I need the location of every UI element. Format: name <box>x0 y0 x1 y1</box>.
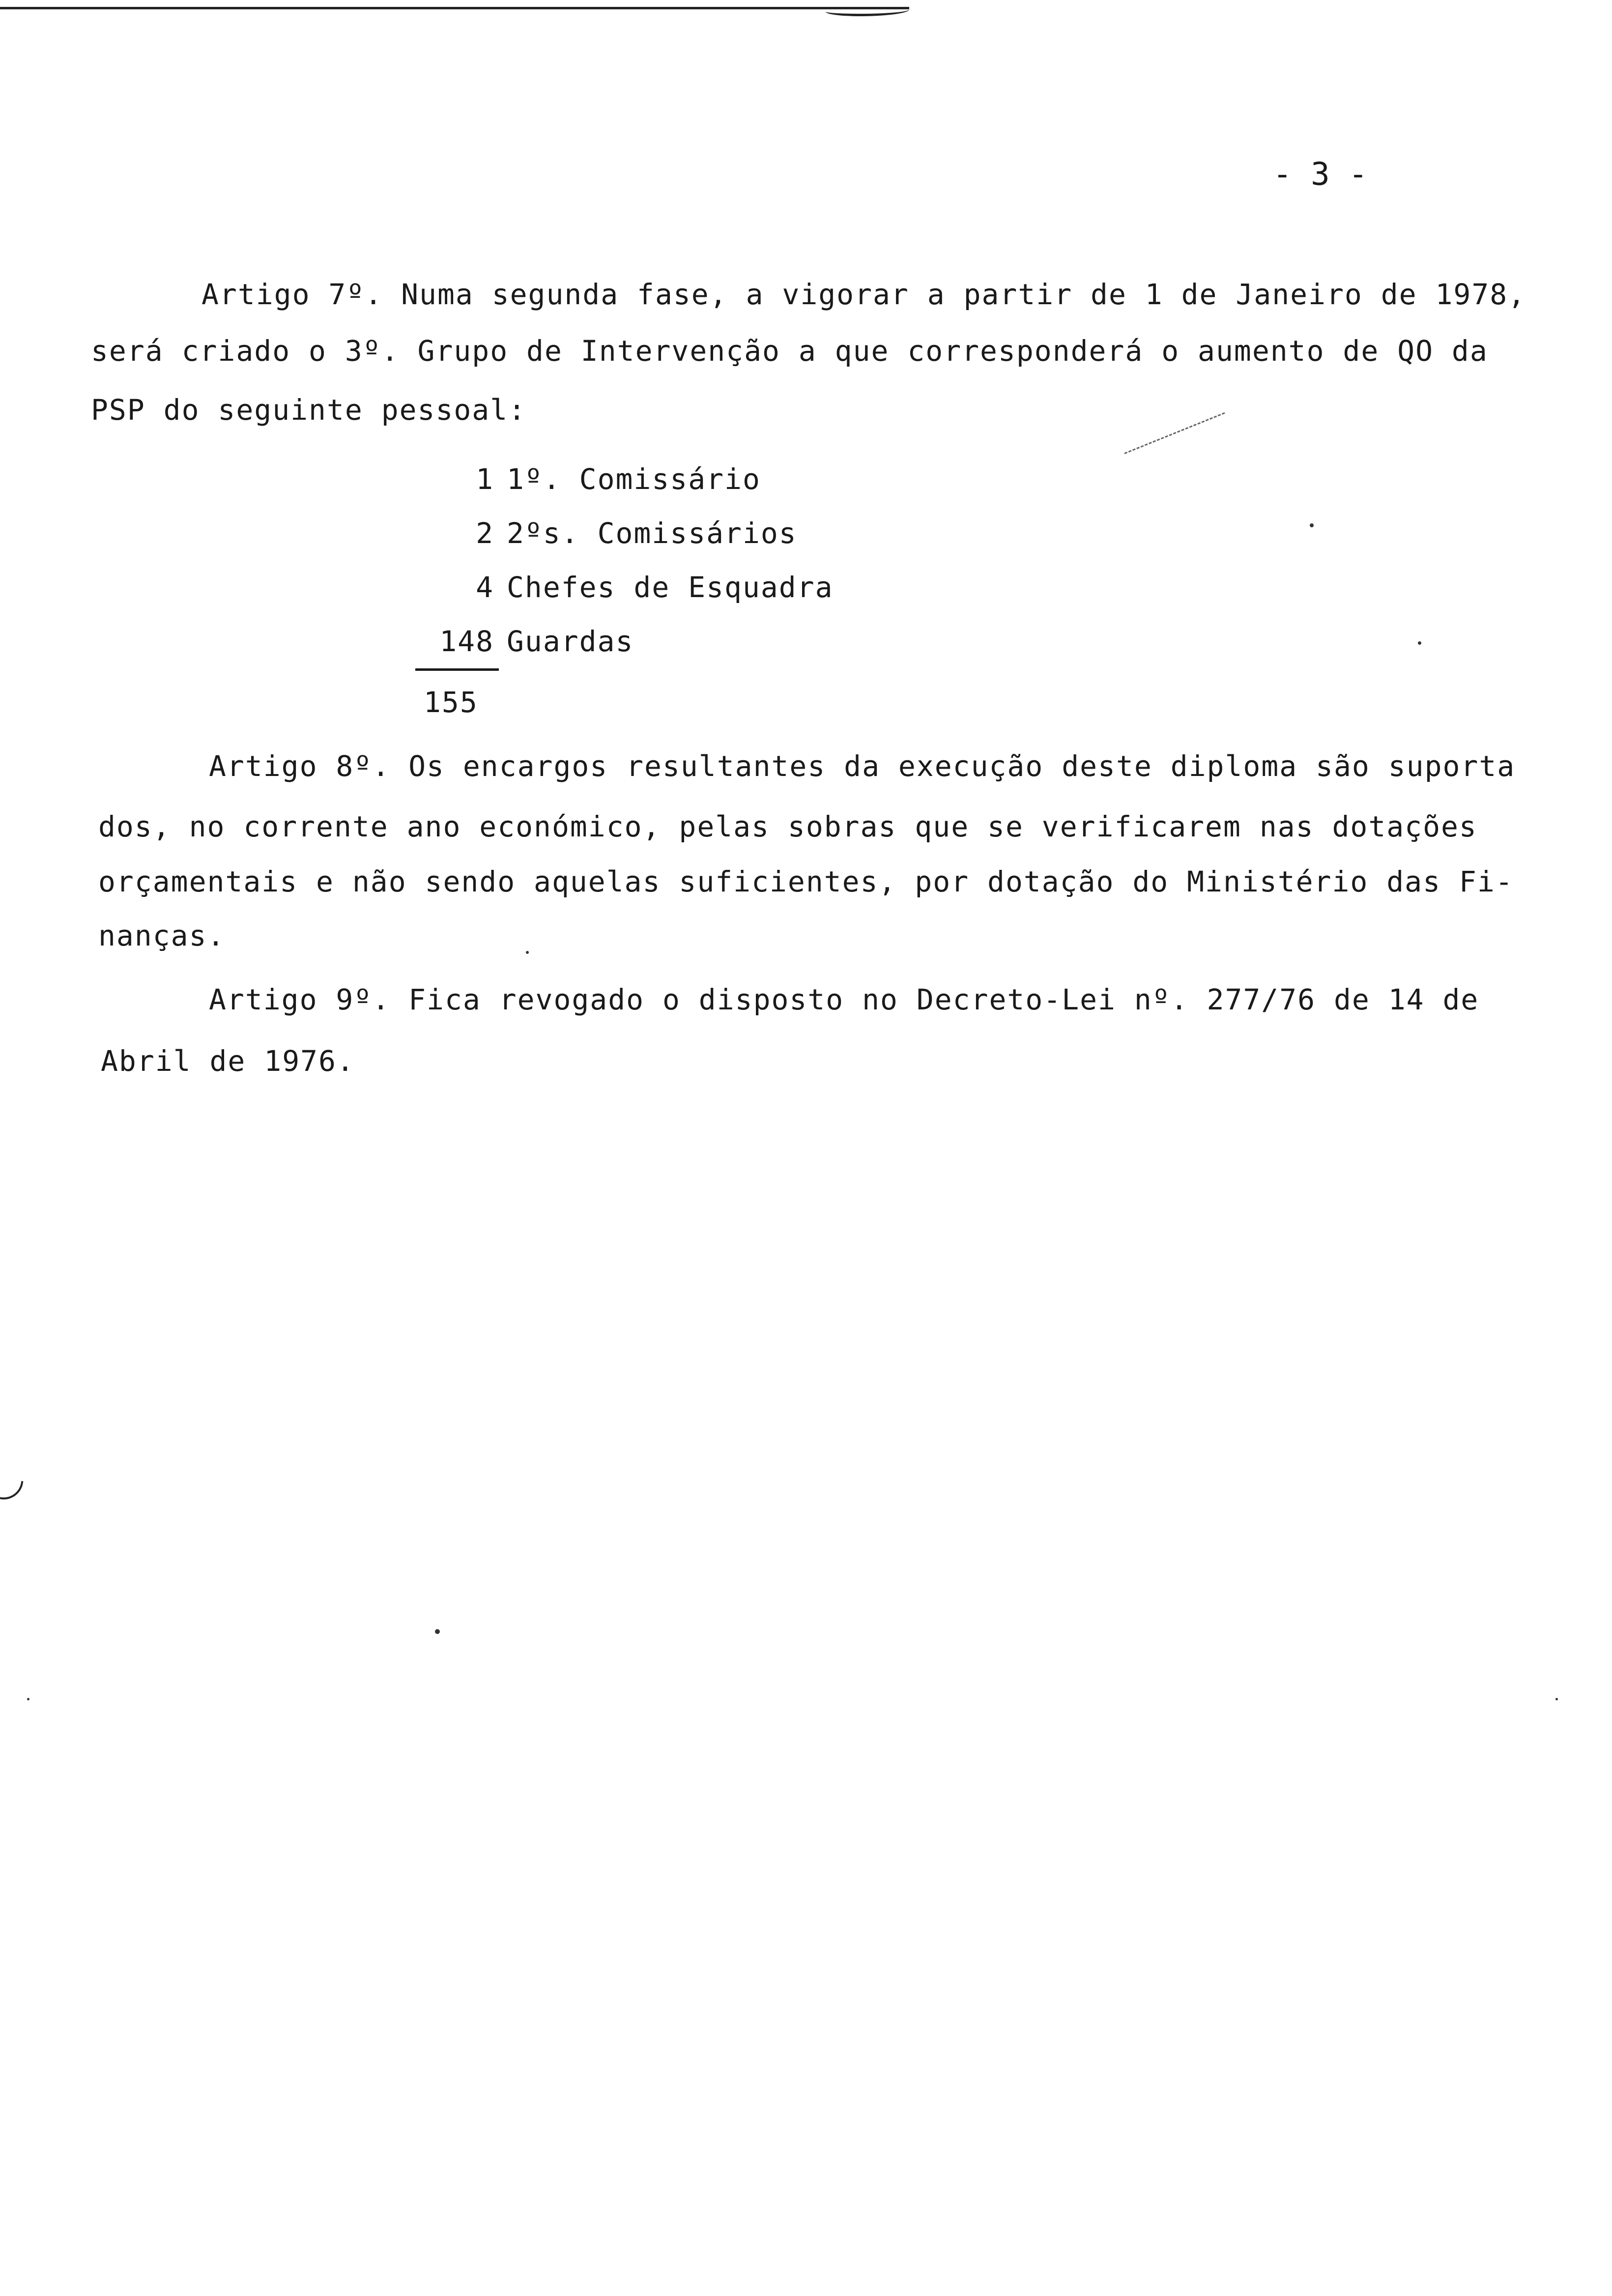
article7-line3: PSP do seguinte pessoal: <box>91 393 527 427</box>
article9-line1: Artigo 9º. Fica revogado o disposto no Decreto-Lei nº. 277/76 de 14 de <box>209 983 1479 1016</box>
personnel-total: 155 <box>424 686 478 719</box>
personnel-qty: 1 <box>476 462 494 496</box>
sum-rule <box>415 668 499 671</box>
top-rule <box>0 7 909 9</box>
article8-line1: Artigo 8º. Os encargos resultantes da execução deste diploma são suporta <box>209 749 1516 783</box>
article8-line2: dos, no corrente ano económico, pelas sobras que se verificarem nas dotações <box>98 810 1477 843</box>
personnel-label: 1º. Comissário <box>507 462 761 496</box>
scan-speck <box>1418 641 1421 645</box>
personnel-row <box>415 560 834 614</box>
scan-speck <box>526 951 529 954</box>
article7-line1: Artigo 7º. Numa segunda fase, a vigorar a partir de 1 de Janeiro de 1978, <box>202 278 1526 311</box>
personnel-qty: 4 <box>476 571 494 604</box>
scan-artifact-dash <box>1124 412 1225 454</box>
personnel-list <box>415 452 834 668</box>
scan-artifact-margin-mark <box>0 1478 23 1503</box>
personnel-row <box>415 506 834 560</box>
scan-speck <box>1555 1698 1558 1700</box>
scan-speck <box>27 1698 29 1700</box>
page-number: - 3 - <box>1273 156 1368 193</box>
top-rule-tail <box>826 5 909 16</box>
personnel-qty: 2 <box>476 517 494 550</box>
scan-speck <box>435 1629 440 1634</box>
personnel-label: 2ºs. Comissários <box>507 517 797 550</box>
article8-line3: orçamentais e não sendo aquelas suficientes, por dotação do Ministério das Fi- <box>98 865 1514 898</box>
scan-speck <box>1310 523 1314 527</box>
personnel-qty: 148 <box>439 625 494 658</box>
article8-line4: nanças. <box>98 919 226 952</box>
personnel-label: Guardas <box>507 625 634 658</box>
personnel-row <box>415 452 834 506</box>
personnel-row <box>415 614 834 668</box>
personnel-label: Chefes de Esquadra <box>507 571 834 604</box>
article7-line2: será criado o 3º. Grupo de Intervenção a que corresponderá o aumento de QO da <box>91 334 1488 368</box>
article9-line2: Abril de 1976. <box>101 1044 355 1078</box>
